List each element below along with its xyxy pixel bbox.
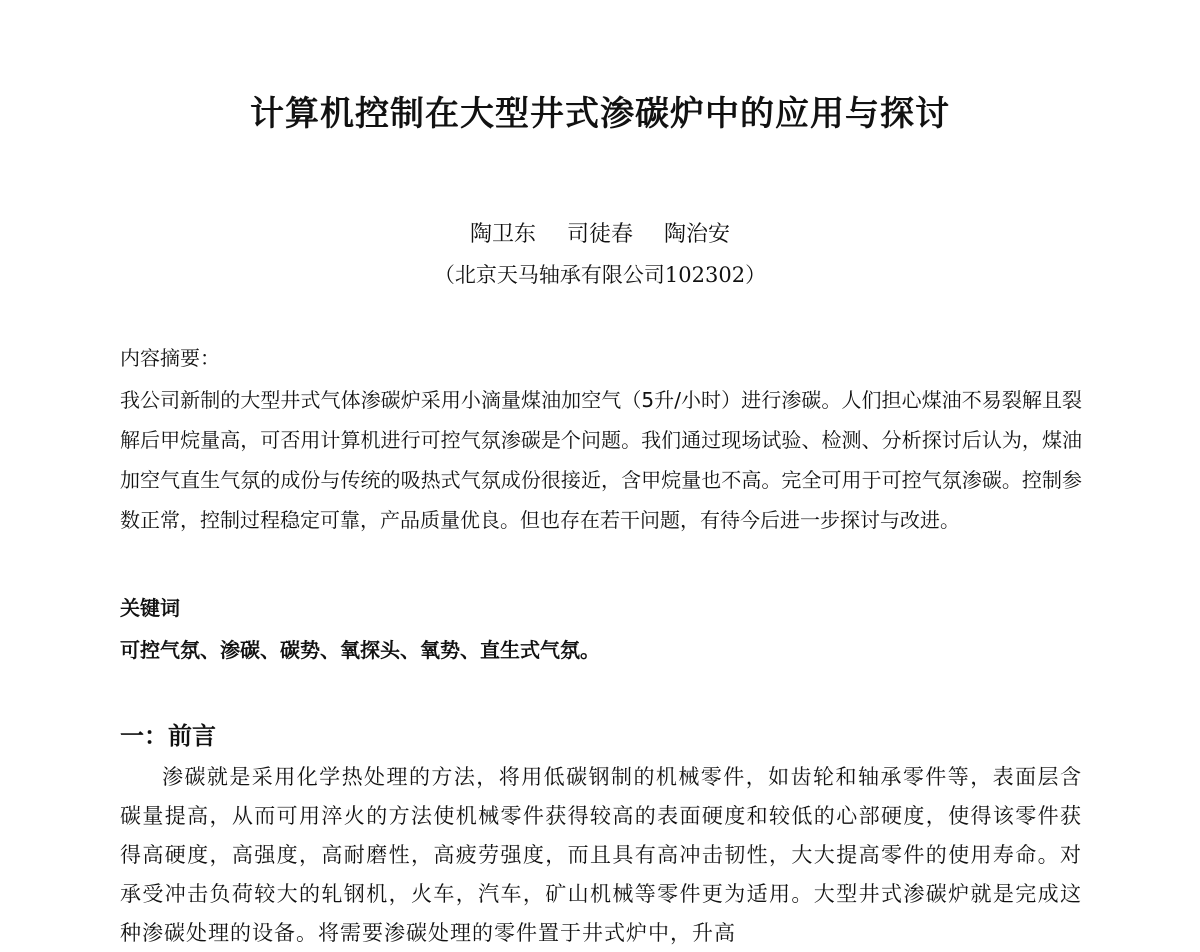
section-heading: 一：前言: [120, 721, 216, 750]
section-body-paragraph: 渗碳就是采用化学热处理的方法，将用低碳钢制的机械零件，如齿轮和轴承零件等，表面层含碳量提高，从而可用淬火的方法使机械零件获得较高的表面硬度和较低的心部硬度，使得该零件获得高硬度，高强度，高耐磨性，高疲劳强度，而且具有高冲击韧性，大大提高零件的使用寿命。对承受冲击负荷较大的轧钢机，火车，汽车，矿山机械等零件更为适用。大型井式渗碳炉就是完成这种渗碳处理的设备。将需要渗碳处理的零件置于井式炉中，升高: [120, 765, 1082, 945]
keywords-text: 可控气氛、渗碳、碳势、氧探头、氧势、直生式气氛。: [120, 638, 600, 662]
author-name: 陶卫东: [469, 222, 536, 247]
paper-title: 计算机控制在大型井式渗碳炉中的应用与探讨: [250, 94, 950, 134]
affiliation: （北京天马轴承有限公司102302）: [433, 263, 767, 287]
keywords-label: 关键词: [120, 596, 180, 620]
abstract-text: 我公司新制的大型井式气体渗碳炉采用小滴量煤油加空气（5升/小时）进行渗碳。人们担心煤油不易裂解且裂解后甲烷量高，可否用计算机进行可控气氛渗碳是个问题。我们通过现场试验、检测、分析探讨后认为，煤油加空气直生气氛的成份与传统的吸热式气氛成份很接近，含甲烷量也不高。完全可用于可控气氛渗碳。控制参数正常，控制过程稳定可靠，产品质量优良。但也存在若干问题，有待今后进一步探讨与改进。: [120, 388, 1082, 532]
author-list: [0, 218, 1200, 252]
abstract-label: 内容摘要：: [120, 346, 220, 370]
author-name: 陶治安: [664, 222, 731, 247]
author-name: 司徒春: [566, 222, 633, 247]
